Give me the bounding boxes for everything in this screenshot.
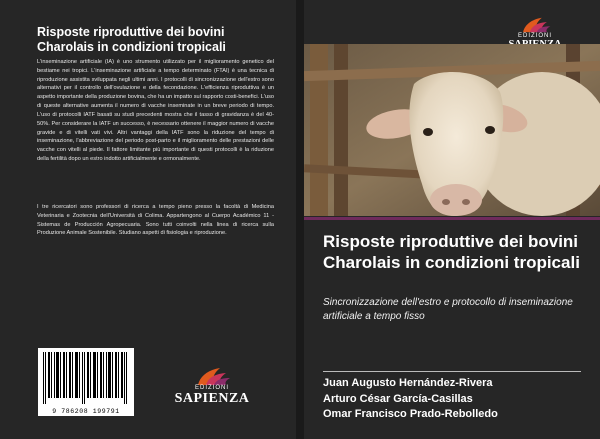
back-cover — [0, 0, 296, 439]
charolais-cow-photo — [304, 44, 600, 216]
author-name: Juan Augusto Hernández-Rivera — [323, 377, 493, 389]
author-name: Omar Francisco Prado-Rebolledo — [323, 408, 498, 420]
front-cover — [304, 0, 600, 439]
barcode — [38, 348, 134, 416]
publisher-logo — [172, 366, 252, 407]
author-name: Arturo César García-Casillas — [323, 392, 473, 405]
authors-divider — [323, 371, 581, 372]
book-spine — [296, 0, 304, 439]
publisher-label: EDIZIONI — [194, 385, 229, 391]
publisher-name: SAPIENZA — [174, 391, 250, 406]
authors-bio: I tre ricercatori sono professori di ricerca a tempo pieno presso la facoltà di Medicina Veterinaria e Zootecnia dell'Università di Colima. Appartengono al Cuerpo Académico 11 - Sistemas de Producción Agropecuaria. Sono tutti coinvolti nella linea di ricerca sulla Produzione Animale Sostenibile. Studiano aspetti di fisiologia e riproduzione. — [37, 204, 274, 237]
authors-list — [323, 376, 593, 423]
cover-photo — [304, 44, 600, 216]
barcode-icon — [38, 348, 134, 406]
flame-logo-icon — [518, 16, 552, 33]
accent-divider — [304, 217, 600, 220]
back-cover-title: Risposte riproduttive dei bovini Charolais in condizioni tropicali — [37, 25, 226, 55]
book-title: Risposte riproduttive dei bovini Charolais in condizioni tropicali — [323, 232, 580, 273]
barcode-number: 9 786208 199791 — [52, 408, 120, 415]
front-publisher-label: EDIZIONI — [517, 33, 552, 39]
back-cover-summary: L'inseminazione artificiale (IA) è uno strumento utilizzato per il miglioramento genetico del bestiame nei tropici. L'inseminazione artificiale a tempo determinato (FTAI) è una tecnica di riproduzione assistita sviluppata negli ultimi anni. I protocolli di sincronizzazione dell'estro sono alternativi per il controllo dell'ovulazione e della fecondazione. L'efficienza riproduttiva è un aspetto importante della produzione bovina, che ha un impatto sul rapporto costi-benefici. L'uso di queste alternative aumenta il numero di vacche inseminate in un breve periodo di tempo. L'uso di protocolli IATF basati su studi precedenti mostra che il tasso di gravidanza è del 40-50%. Per considerare la IATF un successo, è necessario ottenere il maggior numero di vacche gravide e di vitelli vati vivi. Altri vantaggi della IATF sono la riduzione del tempo di inseminazione, l'abbreviazione del periodo post-parto e il miglioramento delle prestazioni delle vacche con vitelli al piede. Il fattore limitante più importante di questi protocolli è la riduzione della fertilità dopo un estro indotto artificialmente e ormonalmente. — [37, 59, 274, 163]
flame-logo-icon — [192, 366, 232, 386]
book-subtitle: Sincronizzazione dell'estro e protocollo di inseminazione artificiale a tempo fisso — [323, 297, 573, 322]
